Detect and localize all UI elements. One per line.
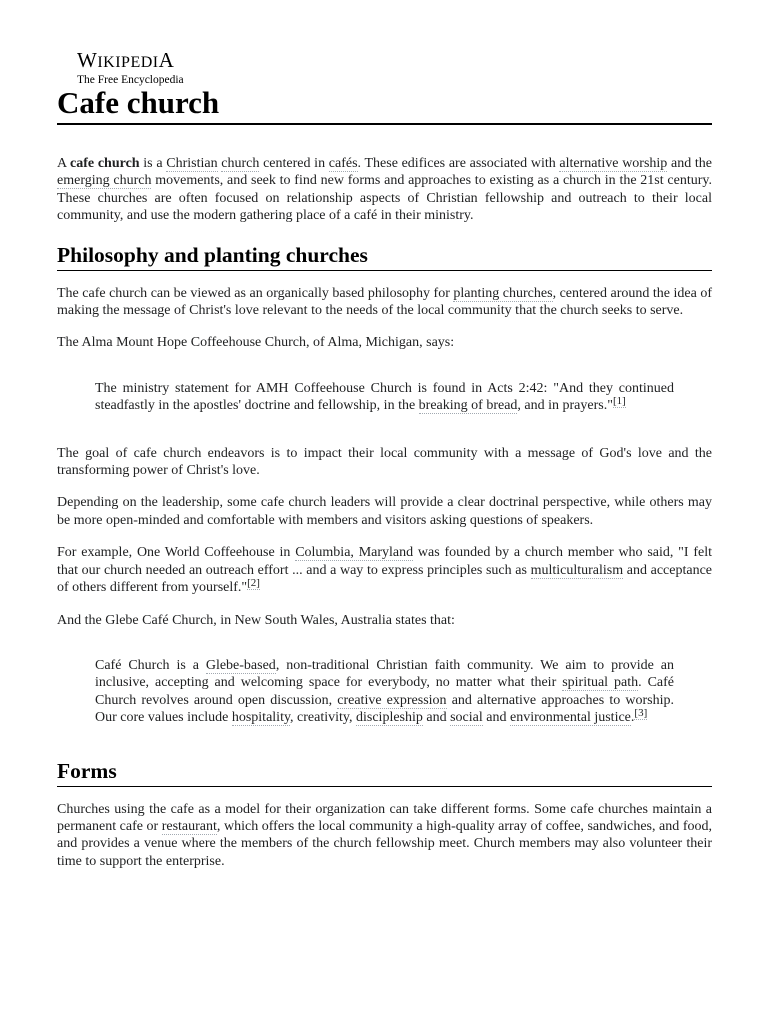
link-cafes[interactable]: cafés [328, 156, 358, 171]
reference-3[interactable]: [3] [634, 707, 648, 720]
forms-paragraph-1: Churches using the cafe as a model for their organization can take different forms. Some cafe churches maintain a permanent cafe or restaurant, which offers the local community a high-quality array of coffee, sandwiches, and food, and provides a venue where the members of the church fellowship meet. Church members may also volunteer their time to support the enterprise. [57, 801, 712, 869]
philosophy-paragraph-5: For example, One World Coffeehouse in Columbia, Maryland was founded by a church member who said, "I felt that our church needed an outreach effort ... and a way to express principles such as multiculturalism and acceptance of others different from yourself."[2] [57, 545, 712, 596]
link-christian[interactable]: Christian [166, 156, 218, 171]
link-discipleship[interactable]: discipleship [356, 710, 423, 726]
link-emerging-church[interactable]: emerging church [57, 173, 152, 189]
link-multiculturalism[interactable]: multiculturalism [530, 562, 624, 578]
logo-tagline: The Free Encyclopedia [77, 74, 184, 86]
wikipedia-logo[interactable] [77, 50, 217, 87]
section-heading-forms: Forms [57, 757, 712, 787]
link-planting-churches[interactable]: planting churches [453, 285, 553, 301]
philosophy-paragraph-2: The Alma Mount Hope Coffeehouse Church, of Alma, Michigan, says: [57, 335, 455, 351]
link-creative-expression[interactable]: creative expression [337, 692, 447, 708]
reference-1[interactable]: [1] [612, 395, 626, 408]
philosophy-paragraph-1: The cafe church can be viewed as an organically based philosophy for planting churches, centered around the idea of making the message of Christ's love relevant to the needs of the local community that the church seeks to serve. [57, 285, 712, 319]
link-church[interactable]: church [221, 156, 260, 171]
logo-wordmark: WIKIPEDIA [77, 48, 175, 72]
article-body [57, 155, 712, 885]
philosophy-paragraph-3: The goal of cafe church endeavors is to impact their local community with a message of God's love and the transforming power of Christ's love. [57, 445, 712, 479]
philosophy-paragraph-4: Depending on the leadership, some cafe church leaders will provide a clear doctrinal perspective, while others may be more open-minded and comfortable with members and visitors asking questions of speakers. [57, 495, 712, 528]
link-spiritual-path[interactable]: spiritual path [562, 675, 639, 691]
link-restaurant[interactable]: restaurant [161, 818, 217, 834]
philosophy-paragraph-6: And the Glebe Café Church, in New South Wales, Australia states that: [57, 612, 455, 628]
reference-2[interactable]: [2] [247, 577, 260, 590]
page-title: Cafe church [57, 84, 712, 125]
quote-glebe: Café Church is a Glebe-based, non-traditional Christian faith community. We aim to provide an inclusive, accepting and welcoming space for everybody, no matter what their spiritual path. Café Church revolves around open discussion, creative expression and alternative approaches to worship. Our core values include hospitality, creativity, discipleship and social and environmental justice.[3] [95, 657, 674, 726]
link-hospitality[interactable]: hospitality [231, 710, 291, 726]
link-environmental-justice[interactable]: environmental justice [509, 710, 631, 726]
intro-paragraph: A cafe church is a Christian church centered in cafés. These edifices are associated with alternative worship and the emerging church movements, and seek to find new forms and approaches to existing as a church in the 21st century. These churches are often focused on relationship aspects of Christian fellowship and outreach to their local community, and use the modern gathering place of a café in their ministry. [57, 156, 713, 224]
bold-term: cafe church [70, 156, 140, 171]
link-breaking-of-bread[interactable]: breaking of bread [418, 398, 518, 414]
link-glebe-based[interactable]: Glebe-based [205, 657, 276, 673]
section-heading-philosophy: Philosophy and planting churches [57, 241, 712, 271]
link-social[interactable]: social [450, 710, 483, 726]
link-alternative-worship[interactable]: alternative worship [559, 156, 668, 171]
link-columbia-maryland[interactable]: Columbia, Maryland [295, 545, 414, 561]
quote-amh: The ministry statement for AMH Coffeehouse Church is found in Acts 2:42: "And they continued steadfastly in the apostles' doctrine and fellowship, in the breaking of bread, and in prayers."[1] [95, 380, 674, 414]
